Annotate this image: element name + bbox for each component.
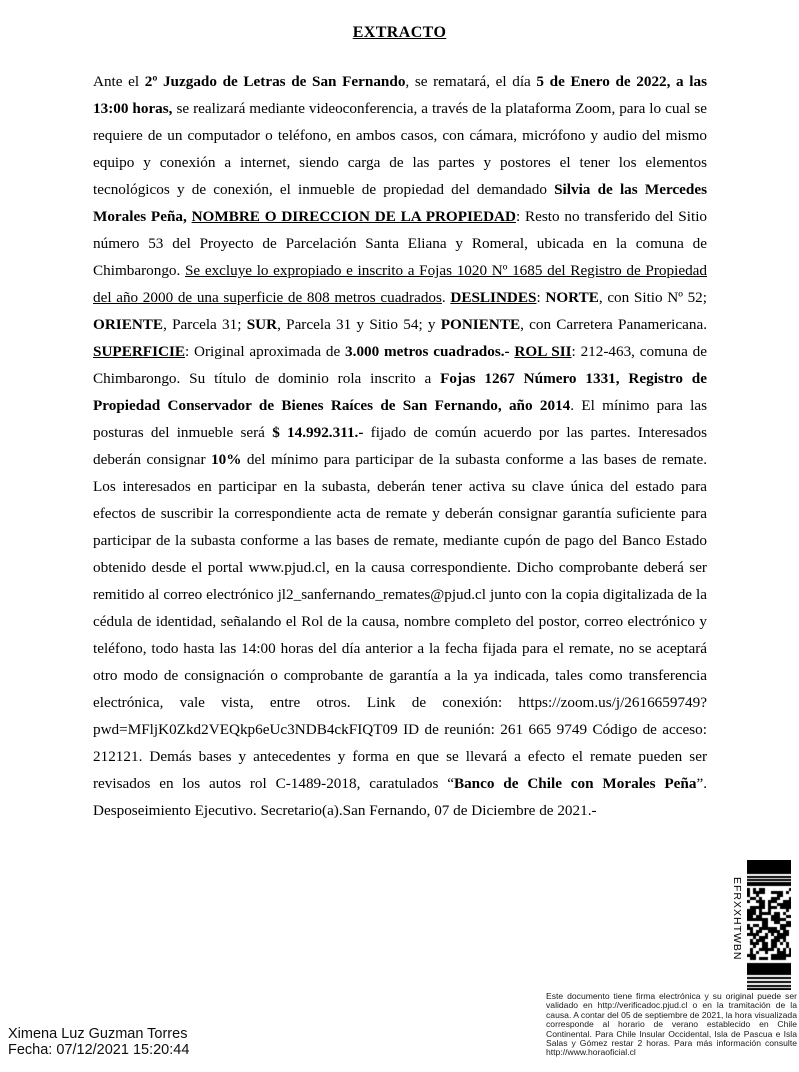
text-run: DESLINDES xyxy=(450,289,537,306)
text-run: 3.000 metros cuadrados.- xyxy=(345,343,510,360)
text-run: , con Carretera Panamericana. xyxy=(520,316,707,333)
text-run: $ 14.992.311.- xyxy=(272,424,364,441)
text-run: : Original aproximada de xyxy=(185,343,346,360)
verification-barcode-icon xyxy=(747,860,791,990)
text-run: : 212-463, comuna de Chimbarongo. Su título de dominio rola inscrito a xyxy=(93,343,707,387)
text-run: . xyxy=(441,289,451,306)
text-run: , con Sitio Nº 52; xyxy=(598,289,707,306)
text-run: fijado de común acuerdo por las partes. Interesados deberán consignar xyxy=(93,424,707,468)
disclaimer-text: Este documento tiene firma electrónica y su original puede ser validado en http://verificadoc.pjud.cl o en la tramitación de la causa. A contar del 05 de septiembre de 2021, la hora visualizada corresponde al horario de verano establecido en Chile Continental. Para Chile Insular Occidental, Isla de Pascua e Isla Salas y Gómez restar 2 horas. Para más información consulte http://www.horaoficial.cl xyxy=(546,991,797,1058)
signature-block xyxy=(8,1026,189,1058)
text-run: Se excluye lo expropiado e inscrito a Fojas 1020 Nº 1685 del Registro de Propiedad del año 2000 de una superficie de 808 metros cuadrados xyxy=(93,262,707,306)
text-run: SUPERFICIE xyxy=(93,343,185,360)
signature-date: Fecha: 07/12/2021 15:20:44 xyxy=(8,1042,190,1058)
page-title: EXTRACTO xyxy=(352,24,447,41)
body-paragraph xyxy=(93,68,707,824)
text-run: ”. Desposeimiento Ejecutivo. Secretario(a).San Fernando, 07 de Diciembre de 2021.- xyxy=(93,775,707,819)
text-run: se realizará mediante videoconferencia, a través de la plataforma Zoom, para lo cual se requiere de un computador o teléfono, en ambos casos, con cámara, micrófono y audio del mismo equipo y conexión a internet, siendo carga de las partes y postores el tener los elementos tecnológicos y de conexión, el inmueble de propiedad del demandado xyxy=(93,100,707,198)
text-run: : Resto no transferido del Sitio número 53 del Proyecto de Parcelación Santa Eliana y Romeral, ubicada en la comuna de Chimbarongo. xyxy=(93,208,708,279)
text-run: , Parcela 31 y Sitio 54; y xyxy=(277,316,441,333)
text-run: : xyxy=(536,289,546,306)
text-run: ORIENTE xyxy=(93,316,164,333)
text-run: Ante el xyxy=(93,73,145,90)
text-run: del mínimo para participar de la subasta conforme a las bases de remate. Los interesados en participar en la subasta, deberán tener activa su clave única del estado para efectos de suscribir la correspondiente acta de remate y deberán consignar garantía suficiente para participar de la subasta conforme a las bases de remate, mediante cupón de pago del Banco Estado obtenido desde el portal www.pjud.cl, en la causa correspondiente. Dicho comprobante deberá ser remitido al correo electrónico jl2_sanfernando_remates@pjud.cl junto con la copia digitalizada de la cédula de identidad, señalando el Rol de la causa, nombre completo del postor, correo electrónico y teléfono, todo hasta las 14:00 horas del día anterior a la fecha fijada para el remate, no se aceptará otro modo de consignación o comprobante de garantía a la ya indicada, tales como transferencia electrónica, vale vista, entre otros. Link de conexión: https://zoom.us/j/2616659749?pwd=MFljK0Zkd2VEQkp6eUc3NDB4ckFIQT09 ID de reunión: 261 665 9749 Código de acceso: 212121. Demás bases y antecedentes y forma en que se llevará a efecto el remate pueden ser revisados en los autos rol C-1489-2018, caratulados “ xyxy=(93,451,707,792)
text-run: NORTE xyxy=(545,289,599,306)
text-run: 10% xyxy=(211,451,242,468)
text-run: , se rematará, el día xyxy=(405,73,537,90)
text-run: Silvia de las Mercedes Morales Peña, xyxy=(93,181,707,225)
signature-name: Ximena Luz Guzman Torres xyxy=(8,1026,188,1042)
text-run: Banco de Chile con Morales Peña xyxy=(453,775,697,792)
text-run: SUR xyxy=(246,316,278,333)
text-run: Fojas 1267 Número 1331, Registro de Propiedad Conservador de Bienes Raíces de San Fernando, año 2014 xyxy=(93,370,707,414)
text-run: 5 de Enero de 2022, a las 13:00 horas, xyxy=(93,73,708,117)
text-run: NOMBRE O DIRECCION DE LA PROPIEDAD xyxy=(191,208,516,225)
text-run: PONIENTE xyxy=(440,316,521,333)
verification-code-label: EFRXXHTWBN xyxy=(731,877,743,961)
text-run: , Parcela 31; xyxy=(163,316,247,333)
text-run: 2º Juzgado de Letras de San Fernando xyxy=(144,73,406,90)
text-run: ROL SII xyxy=(514,343,572,360)
text-run: . El mínimo para las posturas del inmueble será xyxy=(93,397,707,441)
